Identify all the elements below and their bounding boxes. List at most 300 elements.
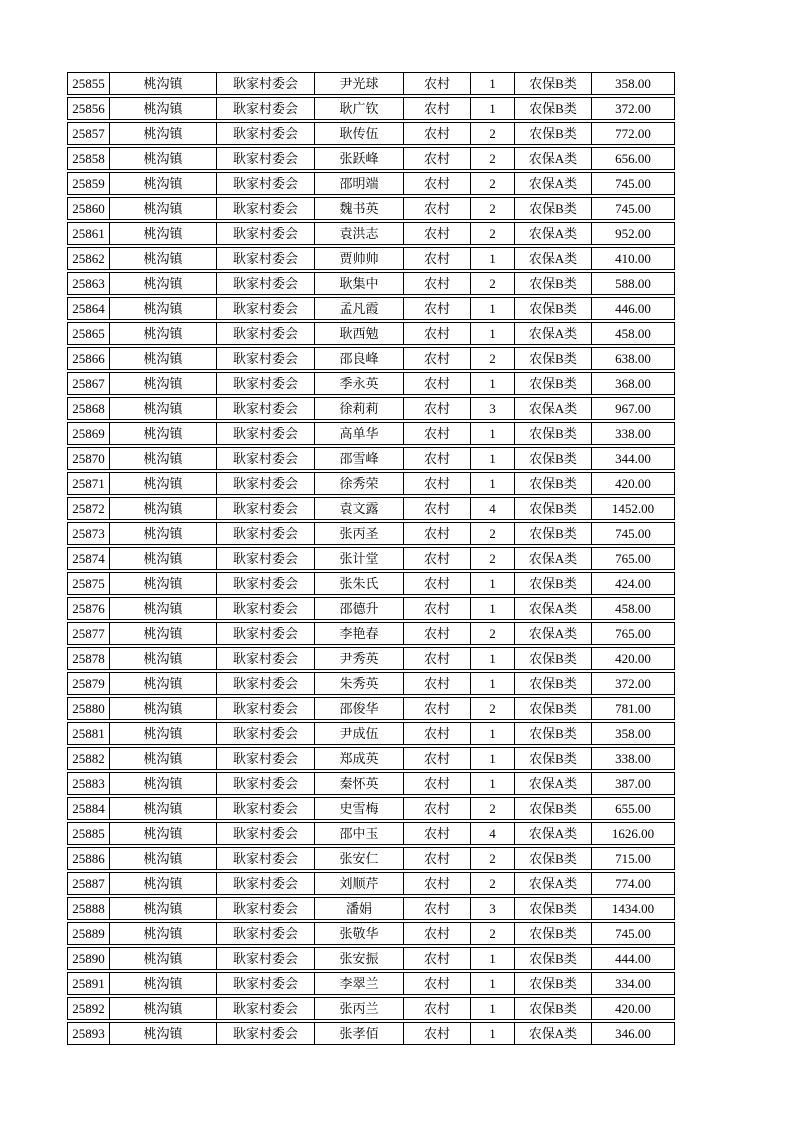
cell-category: 农村 <box>404 923 471 944</box>
cell-village-committee: 耿家村委会 <box>217 323 315 344</box>
cell-town: 桃沟镇 <box>110 848 217 869</box>
cell-town: 桃沟镇 <box>110 823 217 844</box>
cell-person-count: 2 <box>471 273 515 294</box>
cell-town: 桃沟镇 <box>110 98 217 119</box>
cell-category: 农村 <box>404 898 471 919</box>
cell-town: 桃沟镇 <box>110 973 217 994</box>
cell-seq-number: 25877 <box>68 623 110 644</box>
cell-category: 农村 <box>404 448 471 469</box>
table-row <box>67 822 675 845</box>
cell-amount: 410.00 <box>615 251 651 266</box>
cell-village-committee: 耿家村委会 <box>217 748 315 769</box>
cell-amount: 745.00 <box>615 526 651 541</box>
cell-person-count: 1 <box>471 773 515 794</box>
cell-town: 桃沟镇 <box>110 398 217 419</box>
cell-person-count: 1 <box>471 448 515 469</box>
cell-amount: 1452.00 <box>611 501 655 516</box>
cell-amount: 588.00 <box>615 276 651 291</box>
table-row <box>67 97 675 120</box>
cell-category: 农村 <box>404 648 471 669</box>
cell-person-name: 高单华 <box>315 423 404 444</box>
cell-village-committee: 耿家村委会 <box>217 548 315 569</box>
cell-category: 农村 <box>404 548 471 569</box>
cell-seq-number: 25870 <box>68 448 110 469</box>
cell-category: 农村 <box>404 823 471 844</box>
cell-person-count: 4 <box>471 498 515 519</box>
cell-town: 桃沟镇 <box>110 173 217 194</box>
cell-person-name: 张丙兰 <box>315 998 404 1019</box>
cell-category: 农村 <box>404 373 471 394</box>
cell-category: 农村 <box>404 523 471 544</box>
cell-town: 桃沟镇 <box>110 348 217 369</box>
cell-town: 桃沟镇 <box>110 248 217 269</box>
cell-person-name: 郑成英 <box>315 748 404 769</box>
cell-amount: 458.00 <box>615 326 651 341</box>
cell-seq-number: 25869 <box>68 423 110 444</box>
cell-town: 桃沟镇 <box>110 548 217 569</box>
cell-person-name: 史雪梅 <box>315 798 404 819</box>
cell-village-committee: 耿家村委会 <box>217 673 315 694</box>
cell-village-committee: 耿家村委会 <box>217 98 315 119</box>
cell-amount: 420.00 <box>615 1001 651 1016</box>
cell-seq-number: 25883 <box>68 773 110 794</box>
table-row <box>67 672 675 695</box>
table-row <box>67 197 675 220</box>
cell-town: 桃沟镇 <box>110 948 217 969</box>
cell-amount: 358.00 <box>615 76 651 91</box>
cell-category: 农村 <box>404 723 471 744</box>
table-row <box>67 847 675 870</box>
cell-village-committee: 耿家村委会 <box>217 473 315 494</box>
cell-village-committee: 耿家村委会 <box>217 398 315 419</box>
cell-seq-number: 25893 <box>68 1023 110 1044</box>
cell-category: 农村 <box>404 673 471 694</box>
cell-insurance-type: 农保B类 <box>515 923 592 944</box>
cell-amount: 346.00 <box>615 1026 651 1041</box>
table-row <box>67 247 675 270</box>
cell-seq-number: 25867 <box>68 373 110 394</box>
table-row <box>67 972 675 995</box>
cell-town: 桃沟镇 <box>110 673 217 694</box>
cell-amount: 424.00 <box>615 576 651 591</box>
cell-amount: 420.00 <box>615 476 651 491</box>
cell-category: 农村 <box>404 848 471 869</box>
cell-insurance-type: 农保B类 <box>515 898 592 919</box>
cell-person-name: 季永英 <box>315 373 404 394</box>
cell-person-name: 尹光球 <box>315 73 404 94</box>
cell-seq-number: 25884 <box>68 798 110 819</box>
cell-category: 农村 <box>404 773 471 794</box>
cell-village-committee: 耿家村委会 <box>217 623 315 644</box>
cell-person-count: 2 <box>471 548 515 569</box>
cell-person-name: 耿传伍 <box>315 123 404 144</box>
table-row <box>67 397 675 420</box>
cell-category: 农村 <box>404 498 471 519</box>
table-row <box>67 1022 675 1045</box>
cell-person-count: 1 <box>471 673 515 694</box>
cell-insurance-type: 农保B类 <box>515 673 592 694</box>
cell-insurance-type: 农保A类 <box>515 1023 592 1044</box>
cell-insurance-type: 农保B类 <box>515 73 592 94</box>
cell-person-count: 3 <box>471 398 515 419</box>
cell-town: 桃沟镇 <box>110 323 217 344</box>
cell-seq-number: 25860 <box>68 198 110 219</box>
cell-village-committee: 耿家村委会 <box>217 948 315 969</box>
cell-person-count: 1 <box>471 573 515 594</box>
cell-village-committee: 耿家村委会 <box>217 523 315 544</box>
cell-person-name: 张丙圣 <box>315 523 404 544</box>
cell-person-count: 2 <box>471 873 515 894</box>
cell-person-name: 邵雪峰 <box>315 448 404 469</box>
table-row <box>67 272 675 295</box>
cell-category: 农村 <box>404 298 471 319</box>
table-row <box>67 997 675 1020</box>
cell-seq-number: 25871 <box>68 473 110 494</box>
cell-category: 农村 <box>404 873 471 894</box>
table-row <box>67 747 675 770</box>
table-row <box>67 922 675 945</box>
table-row <box>67 897 675 920</box>
cell-seq-number: 25881 <box>68 723 110 744</box>
cell-person-count: 2 <box>471 623 515 644</box>
cell-amount: 372.00 <box>615 101 651 116</box>
cell-amount: 745.00 <box>615 926 651 941</box>
cell-person-count: 1 <box>471 423 515 444</box>
cell-town: 桃沟镇 <box>110 698 217 719</box>
cell-person-count: 1 <box>471 323 515 344</box>
cell-town: 桃沟镇 <box>110 623 217 644</box>
cell-person-count: 4 <box>471 823 515 844</box>
cell-village-committee: 耿家村委会 <box>217 598 315 619</box>
cell-amount: 358.00 <box>615 726 651 741</box>
cell-category: 农村 <box>404 1023 471 1044</box>
cell-person-count: 2 <box>471 173 515 194</box>
cell-category: 农村 <box>404 623 471 644</box>
cell-insurance-type: 农保A类 <box>515 398 592 419</box>
cell-person-name: 李翠兰 <box>315 973 404 994</box>
table-row <box>67 222 675 245</box>
cell-insurance-type: 农保B类 <box>515 648 592 669</box>
cell-amount: 444.00 <box>615 951 651 966</box>
cell-person-name: 邵中玉 <box>315 823 404 844</box>
cell-town: 桃沟镇 <box>110 648 217 669</box>
table-row <box>67 697 675 720</box>
cell-category: 农村 <box>404 273 471 294</box>
cell-category: 农村 <box>404 248 471 269</box>
cell-category: 农村 <box>404 998 471 1019</box>
cell-amount: 1626.00 <box>611 826 655 841</box>
cell-town: 桃沟镇 <box>110 123 217 144</box>
cell-insurance-type: 农保A类 <box>515 873 592 894</box>
table-row <box>67 572 675 595</box>
cell-person-name: 张安振 <box>315 948 404 969</box>
cell-village-committee: 耿家村委会 <box>217 1023 315 1044</box>
cell-person-count: 1 <box>471 98 515 119</box>
cell-amount: 715.00 <box>615 851 651 866</box>
cell-insurance-type: 农保B类 <box>515 748 592 769</box>
cell-insurance-type: 农保A类 <box>515 173 592 194</box>
cell-amount: 655.00 <box>615 801 651 816</box>
cell-seq-number: 25856 <box>68 98 110 119</box>
cell-category: 农村 <box>404 223 471 244</box>
cell-person-count: 2 <box>471 798 515 819</box>
cell-person-count: 3 <box>471 898 515 919</box>
cell-person-name: 朱秀英 <box>315 673 404 694</box>
cell-person-count: 1 <box>471 298 515 319</box>
cell-town: 桃沟镇 <box>110 873 217 894</box>
cell-amount: 765.00 <box>615 551 651 566</box>
table-row <box>67 147 675 170</box>
cell-village-committee: 耿家村委会 <box>217 223 315 244</box>
cell-seq-number: 25876 <box>68 598 110 619</box>
cell-person-count: 1 <box>471 598 515 619</box>
cell-village-committee: 耿家村委会 <box>217 698 315 719</box>
cell-person-count: 1 <box>471 248 515 269</box>
cell-town: 桃沟镇 <box>110 448 217 469</box>
cell-town: 桃沟镇 <box>110 223 217 244</box>
cell-amount: 967.00 <box>615 401 651 416</box>
cell-village-committee: 耿家村委会 <box>217 298 315 319</box>
cell-insurance-type: 农保A类 <box>515 823 592 844</box>
cell-seq-number: 25889 <box>68 923 110 944</box>
cell-amount: 765.00 <box>615 626 651 641</box>
cell-amount: 952.00 <box>615 226 651 241</box>
cell-insurance-type: 农保B类 <box>515 723 592 744</box>
cell-village-committee: 耿家村委会 <box>217 973 315 994</box>
cell-seq-number: 25892 <box>68 998 110 1019</box>
cell-category: 农村 <box>404 398 471 419</box>
cell-seq-number: 25865 <box>68 323 110 344</box>
cell-amount: 774.00 <box>615 876 651 891</box>
cell-person-count: 2 <box>471 123 515 144</box>
cell-insurance-type: 农保A类 <box>515 548 592 569</box>
cell-village-committee: 耿家村委会 <box>217 198 315 219</box>
cell-village-committee: 耿家村委会 <box>217 73 315 94</box>
cell-amount: 745.00 <box>615 176 651 191</box>
cell-person-count: 1 <box>471 473 515 494</box>
cell-person-name: 邵明端 <box>315 173 404 194</box>
cell-amount: 387.00 <box>615 776 651 791</box>
cell-village-committee: 耿家村委会 <box>217 823 315 844</box>
cell-village-committee: 耿家村委会 <box>217 273 315 294</box>
cell-person-count: 1 <box>471 748 515 769</box>
cell-person-name: 张安仁 <box>315 848 404 869</box>
cell-person-name: 张朱氏 <box>315 573 404 594</box>
cell-insurance-type: 农保B类 <box>515 498 592 519</box>
cell-village-committee: 耿家村委会 <box>217 123 315 144</box>
cell-town: 桃沟镇 <box>110 473 217 494</box>
cell-amount: 368.00 <box>615 376 651 391</box>
cell-village-committee: 耿家村委会 <box>217 373 315 394</box>
cell-insurance-type: 农保B类 <box>515 123 592 144</box>
cell-town: 桃沟镇 <box>110 573 217 594</box>
cell-insurance-type: 农保A类 <box>515 598 592 619</box>
cell-town: 桃沟镇 <box>110 998 217 1019</box>
table-row <box>67 797 675 820</box>
cell-village-committee: 耿家村委会 <box>217 773 315 794</box>
cell-person-name: 邵俊华 <box>315 698 404 719</box>
cell-person-count: 2 <box>471 198 515 219</box>
cell-person-name: 张敬华 <box>315 923 404 944</box>
cell-person-count: 1 <box>471 723 515 744</box>
cell-insurance-type: 农保B类 <box>515 448 592 469</box>
cell-village-committee: 耿家村委会 <box>217 573 315 594</box>
table-row <box>67 322 675 345</box>
cell-town: 桃沟镇 <box>110 198 217 219</box>
cell-category: 农村 <box>404 98 471 119</box>
cell-town: 桃沟镇 <box>110 423 217 444</box>
table-row <box>67 372 675 395</box>
cell-seq-number: 25875 <box>68 573 110 594</box>
cell-town: 桃沟镇 <box>110 273 217 294</box>
cell-amount: 1434.00 <box>611 901 655 916</box>
cell-town: 桃沟镇 <box>110 773 217 794</box>
cell-seq-number: 25874 <box>68 548 110 569</box>
table-row <box>67 872 675 895</box>
table-row <box>67 347 675 370</box>
cell-insurance-type: 农保B类 <box>515 523 592 544</box>
cell-category: 农村 <box>404 948 471 969</box>
cell-insurance-type: 农保B类 <box>515 298 592 319</box>
table-row <box>67 472 675 495</box>
cell-insurance-type: 农保A类 <box>515 623 592 644</box>
cell-town: 桃沟镇 <box>110 748 217 769</box>
cell-person-name: 袁文露 <box>315 498 404 519</box>
cell-amount: 656.00 <box>615 151 651 166</box>
cell-person-count: 2 <box>471 698 515 719</box>
table-row <box>67 547 675 570</box>
cell-town: 桃沟镇 <box>110 598 217 619</box>
cell-person-name: 贾帅帅 <box>315 248 404 269</box>
cell-insurance-type: 农保B类 <box>515 998 592 1019</box>
cell-person-name: 李艳春 <box>315 623 404 644</box>
cell-category: 农村 <box>404 473 471 494</box>
table-row <box>67 72 675 95</box>
cell-category: 农村 <box>404 598 471 619</box>
cell-town: 桃沟镇 <box>110 898 217 919</box>
cell-person-name: 邵良峰 <box>315 348 404 369</box>
table-row <box>67 722 675 745</box>
cell-seq-number: 25857 <box>68 123 110 144</box>
cell-person-name: 张跃峰 <box>315 148 404 169</box>
cell-person-count: 1 <box>471 648 515 669</box>
cell-town: 桃沟镇 <box>110 798 217 819</box>
cell-person-name: 尹秀英 <box>315 648 404 669</box>
cell-village-committee: 耿家村委会 <box>217 898 315 919</box>
cell-seq-number: 25859 <box>68 173 110 194</box>
cell-person-count: 1 <box>471 373 515 394</box>
cell-person-name: 耿集中 <box>315 273 404 294</box>
cell-village-committee: 耿家村委会 <box>217 248 315 269</box>
table-row <box>67 647 675 670</box>
cell-insurance-type: 农保B类 <box>515 473 592 494</box>
cell-insurance-type: 农保B类 <box>515 348 592 369</box>
cell-person-count: 1 <box>471 73 515 94</box>
cell-insurance-type: 农保B类 <box>515 373 592 394</box>
cell-amount: 338.00 <box>615 751 651 766</box>
cell-person-count: 1 <box>471 948 515 969</box>
table-row <box>67 597 675 620</box>
cell-category: 农村 <box>404 748 471 769</box>
cell-seq-number: 25864 <box>68 298 110 319</box>
cell-seq-number: 25880 <box>68 698 110 719</box>
cell-seq-number: 25886 <box>68 848 110 869</box>
cell-village-committee: 耿家村委会 <box>217 423 315 444</box>
table-row <box>67 522 675 545</box>
cell-insurance-type: 农保B类 <box>515 273 592 294</box>
cell-seq-number: 25866 <box>68 348 110 369</box>
cell-category: 农村 <box>404 798 471 819</box>
cell-seq-number: 25887 <box>68 873 110 894</box>
cell-amount: 772.00 <box>615 126 651 141</box>
cell-insurance-type: 农保A类 <box>515 223 592 244</box>
cell-insurance-type: 农保A类 <box>515 248 592 269</box>
cell-amount: 338.00 <box>615 426 651 441</box>
cell-village-committee: 耿家村委会 <box>217 148 315 169</box>
cell-seq-number: 25879 <box>68 673 110 694</box>
table-row <box>67 122 675 145</box>
cell-village-committee: 耿家村委会 <box>217 448 315 469</box>
cell-town: 桃沟镇 <box>110 923 217 944</box>
table-row <box>67 172 675 195</box>
table-row <box>67 947 675 970</box>
cell-amount: 745.00 <box>615 201 651 216</box>
cell-person-name: 徐秀荣 <box>315 473 404 494</box>
cell-insurance-type: 农保B类 <box>515 423 592 444</box>
cell-town: 桃沟镇 <box>110 298 217 319</box>
cell-amount: 458.00 <box>615 601 651 616</box>
cell-insurance-type: 农保B类 <box>515 198 592 219</box>
cell-town: 桃沟镇 <box>110 73 217 94</box>
cell-amount: 446.00 <box>615 301 651 316</box>
cell-insurance-type: 农保A类 <box>515 773 592 794</box>
cell-insurance-type: 农保B类 <box>515 948 592 969</box>
cell-village-committee: 耿家村委会 <box>217 848 315 869</box>
cell-insurance-type: 农保B类 <box>515 98 592 119</box>
cell-seq-number: 25891 <box>68 973 110 994</box>
cell-insurance-type: 农保B类 <box>515 573 592 594</box>
cell-category: 农村 <box>404 323 471 344</box>
cell-seq-number: 25878 <box>68 648 110 669</box>
cell-person-name: 徐莉莉 <box>315 398 404 419</box>
table-row <box>67 422 675 445</box>
cell-category: 农村 <box>404 198 471 219</box>
cell-category: 农村 <box>404 573 471 594</box>
cell-seq-number: 25862 <box>68 248 110 269</box>
cell-person-count: 2 <box>471 923 515 944</box>
cell-seq-number: 25858 <box>68 148 110 169</box>
table-row <box>67 497 675 520</box>
cell-town: 桃沟镇 <box>110 523 217 544</box>
cell-seq-number: 25873 <box>68 523 110 544</box>
cell-village-committee: 耿家村委会 <box>217 798 315 819</box>
cell-category: 农村 <box>404 698 471 719</box>
table-row <box>67 622 675 645</box>
cell-person-name: 尹成伍 <box>315 723 404 744</box>
cell-category: 农村 <box>404 423 471 444</box>
cell-village-committee: 耿家村委会 <box>217 498 315 519</box>
cell-person-count: 1 <box>471 973 515 994</box>
cell-insurance-type: 农保A类 <box>515 323 592 344</box>
cell-person-name: 秦怀英 <box>315 773 404 794</box>
cell-seq-number: 25868 <box>68 398 110 419</box>
cell-person-count: 2 <box>471 223 515 244</box>
cell-village-committee: 耿家村委会 <box>217 173 315 194</box>
cell-village-committee: 耿家村委会 <box>217 998 315 1019</box>
cell-seq-number: 25885 <box>68 823 110 844</box>
cell-person-name: 刘顺芹 <box>315 873 404 894</box>
cell-seq-number: 25861 <box>68 223 110 244</box>
